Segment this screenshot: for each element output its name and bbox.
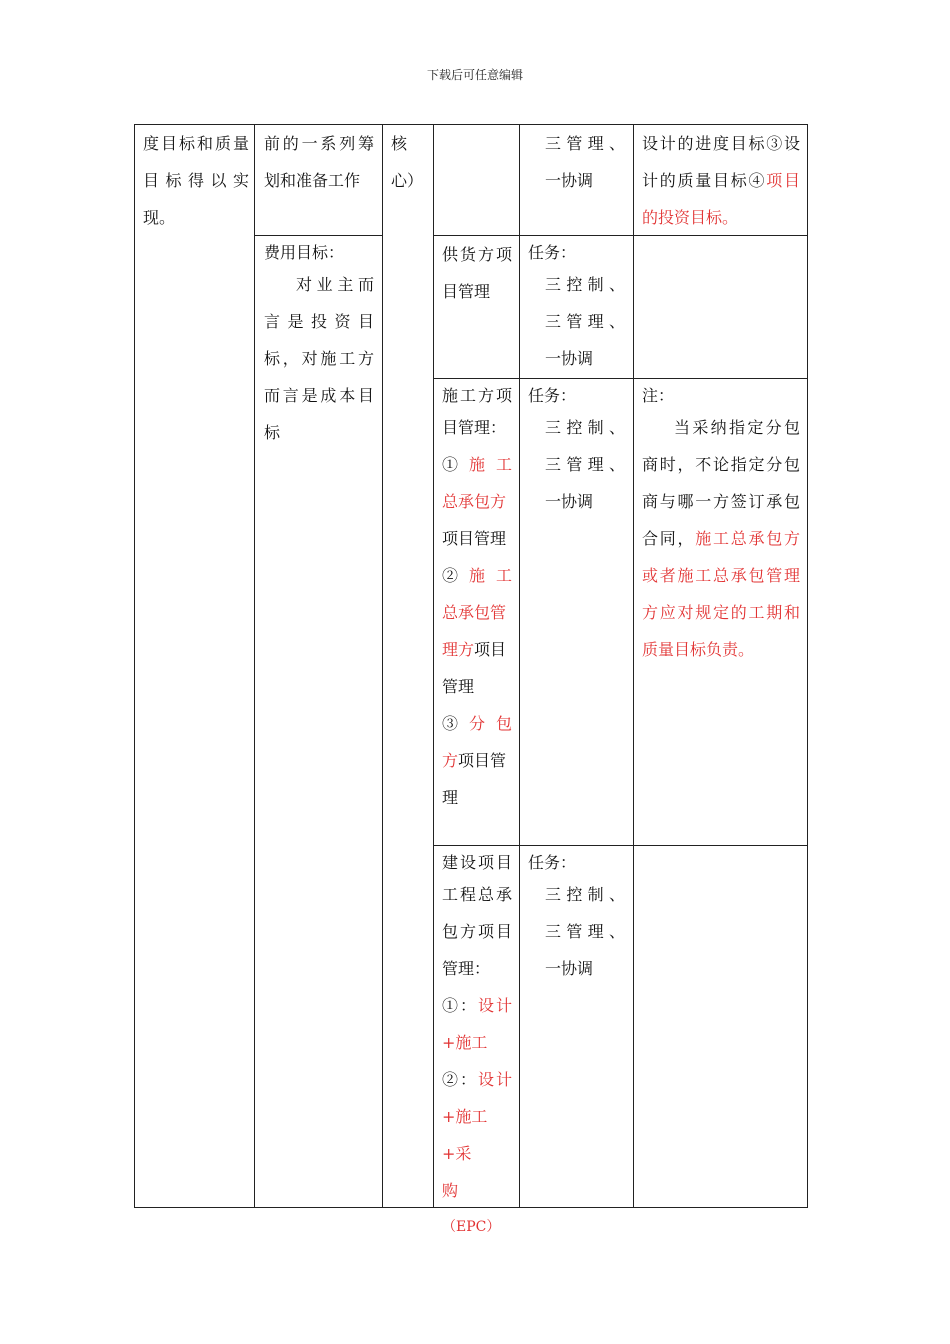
item-line	[442, 742, 512, 779]
task-line: 一协调	[545, 349, 594, 368]
row3-note-cell	[642, 379, 800, 668]
item-line: 总承包管	[442, 603, 507, 622]
name-line: 工程总承	[442, 885, 512, 904]
col1-line: 度目标和质量	[143, 134, 249, 153]
item-text-red: 施工	[469, 455, 512, 474]
option-line: +施工+采	[442, 1107, 488, 1163]
option-text-red: 设计	[477, 996, 512, 1015]
note-line: 质量目标负责。	[642, 640, 755, 659]
cost-target-line: 标，对施工方	[264, 349, 374, 368]
task-line: 一协调	[545, 959, 594, 978]
col1-line: 现。	[143, 208, 176, 227]
task-line: 一协调	[545, 492, 594, 511]
option-line: 购	[442, 1181, 459, 1200]
item-text: 项目	[474, 640, 507, 659]
item-text-red: 施工	[469, 566, 512, 585]
task-title: 任务：	[528, 386, 577, 405]
name-line: 目管理	[442, 282, 491, 301]
task-line: 三控制、	[545, 418, 625, 437]
cost-target-title: 费用目标：	[264, 243, 345, 262]
cost-target-line: 对业主而	[296, 275, 374, 294]
note-line: 商时，不论指定分包	[642, 455, 800, 474]
row1-note-cell	[642, 125, 800, 236]
item-line: 总承包方	[442, 492, 507, 511]
item-line	[442, 446, 512, 483]
row4-task-cell	[528, 846, 625, 987]
item-line: 理	[442, 788, 459, 807]
name-line: 供货方项	[442, 245, 512, 264]
row3-task-cell	[528, 379, 625, 520]
name-line: 施工方项	[442, 386, 512, 405]
option-line	[442, 987, 512, 1024]
item-prefix: ①	[442, 455, 469, 474]
col3-line: 核	[391, 134, 408, 153]
item-line	[442, 705, 512, 742]
note-line: 商与哪一方签订承包	[642, 492, 800, 511]
row4-name-cell	[442, 846, 512, 1246]
page-header: 下载后可任意编辑	[426, 68, 523, 82]
task-line: 三控制、	[545, 275, 625, 294]
item-line	[442, 631, 512, 668]
row3-name-cell	[442, 379, 512, 816]
grid-line	[382, 125, 383, 1208]
task-line: 一协调	[545, 171, 594, 190]
grid-line	[633, 125, 634, 1208]
row1-task-cell	[545, 125, 625, 199]
col1-cell	[143, 125, 249, 236]
note-line: 当采纳指定分包	[674, 418, 800, 437]
option-line	[442, 1061, 512, 1098]
project-management-table	[134, 124, 808, 1235]
col2-top-cell	[264, 125, 374, 199]
note-line	[642, 520, 800, 557]
row2-name-cell	[442, 236, 512, 310]
option-line: +施工	[442, 1033, 488, 1052]
cost-target-cell	[264, 236, 374, 451]
col1-line: 目标得以实	[143, 171, 249, 190]
grid-line	[433, 125, 434, 1208]
item-text: 项目管	[458, 751, 507, 770]
row2-task-cell	[528, 236, 625, 377]
item-prefix: ③	[442, 714, 469, 733]
cost-target-line: 而言是成本目	[264, 386, 374, 405]
item-text-red: 理方	[442, 640, 475, 659]
name-line: 建设项目	[442, 853, 512, 872]
item-prefix: ②	[442, 566, 469, 585]
option-line: （EPC）	[442, 1219, 501, 1235]
name-line: 管理：	[442, 959, 491, 978]
task-line: 三管理、	[545, 134, 625, 153]
name-line: 目管理：	[442, 418, 507, 437]
item-text-red: 分包	[469, 714, 512, 733]
option-prefix: ①：	[442, 996, 478, 1015]
col3-cell	[391, 125, 431, 199]
col2-line: 前的一系列筹	[264, 134, 374, 153]
cost-target-line: 标	[264, 423, 281, 442]
task-line: 三管理、	[545, 312, 625, 331]
note-line: 方应对规定的工期和	[642, 603, 800, 622]
option-text-red: 设计	[477, 1070, 512, 1089]
grid-line	[254, 125, 255, 1208]
note-text: 合同，	[642, 529, 696, 548]
note-line: 的投资目标。	[642, 208, 739, 227]
col3-line: 心）	[391, 171, 424, 190]
task-title: 任务：	[528, 243, 577, 262]
note-line: 或者施工总承包管理	[642, 566, 800, 585]
task-line: 三管理、	[545, 922, 625, 941]
note-line	[642, 162, 800, 199]
note-title: 注：	[642, 386, 675, 405]
task-title: 任务：	[528, 853, 577, 872]
task-line: 三控制、	[545, 885, 625, 904]
cost-target-line: 言是投资目	[264, 312, 374, 331]
item-line	[442, 557, 512, 594]
col2-line: 划和准备工作	[264, 171, 361, 190]
note-text: 计的质量目标④	[642, 171, 767, 190]
item-line: 项目管理	[442, 529, 507, 548]
note-text-red: 施工总承包方	[695, 529, 800, 548]
note-text-red: 项目	[766, 171, 800, 190]
grid-line	[519, 125, 520, 1208]
item-line: 管理	[442, 677, 475, 696]
note-line: 设计的进度目标③设	[642, 134, 800, 153]
task-line: 三管理、	[545, 455, 625, 474]
item-text-red: 方	[442, 751, 459, 770]
name-line: 包方项目	[442, 922, 512, 941]
option-prefix: ②：	[442, 1070, 478, 1089]
